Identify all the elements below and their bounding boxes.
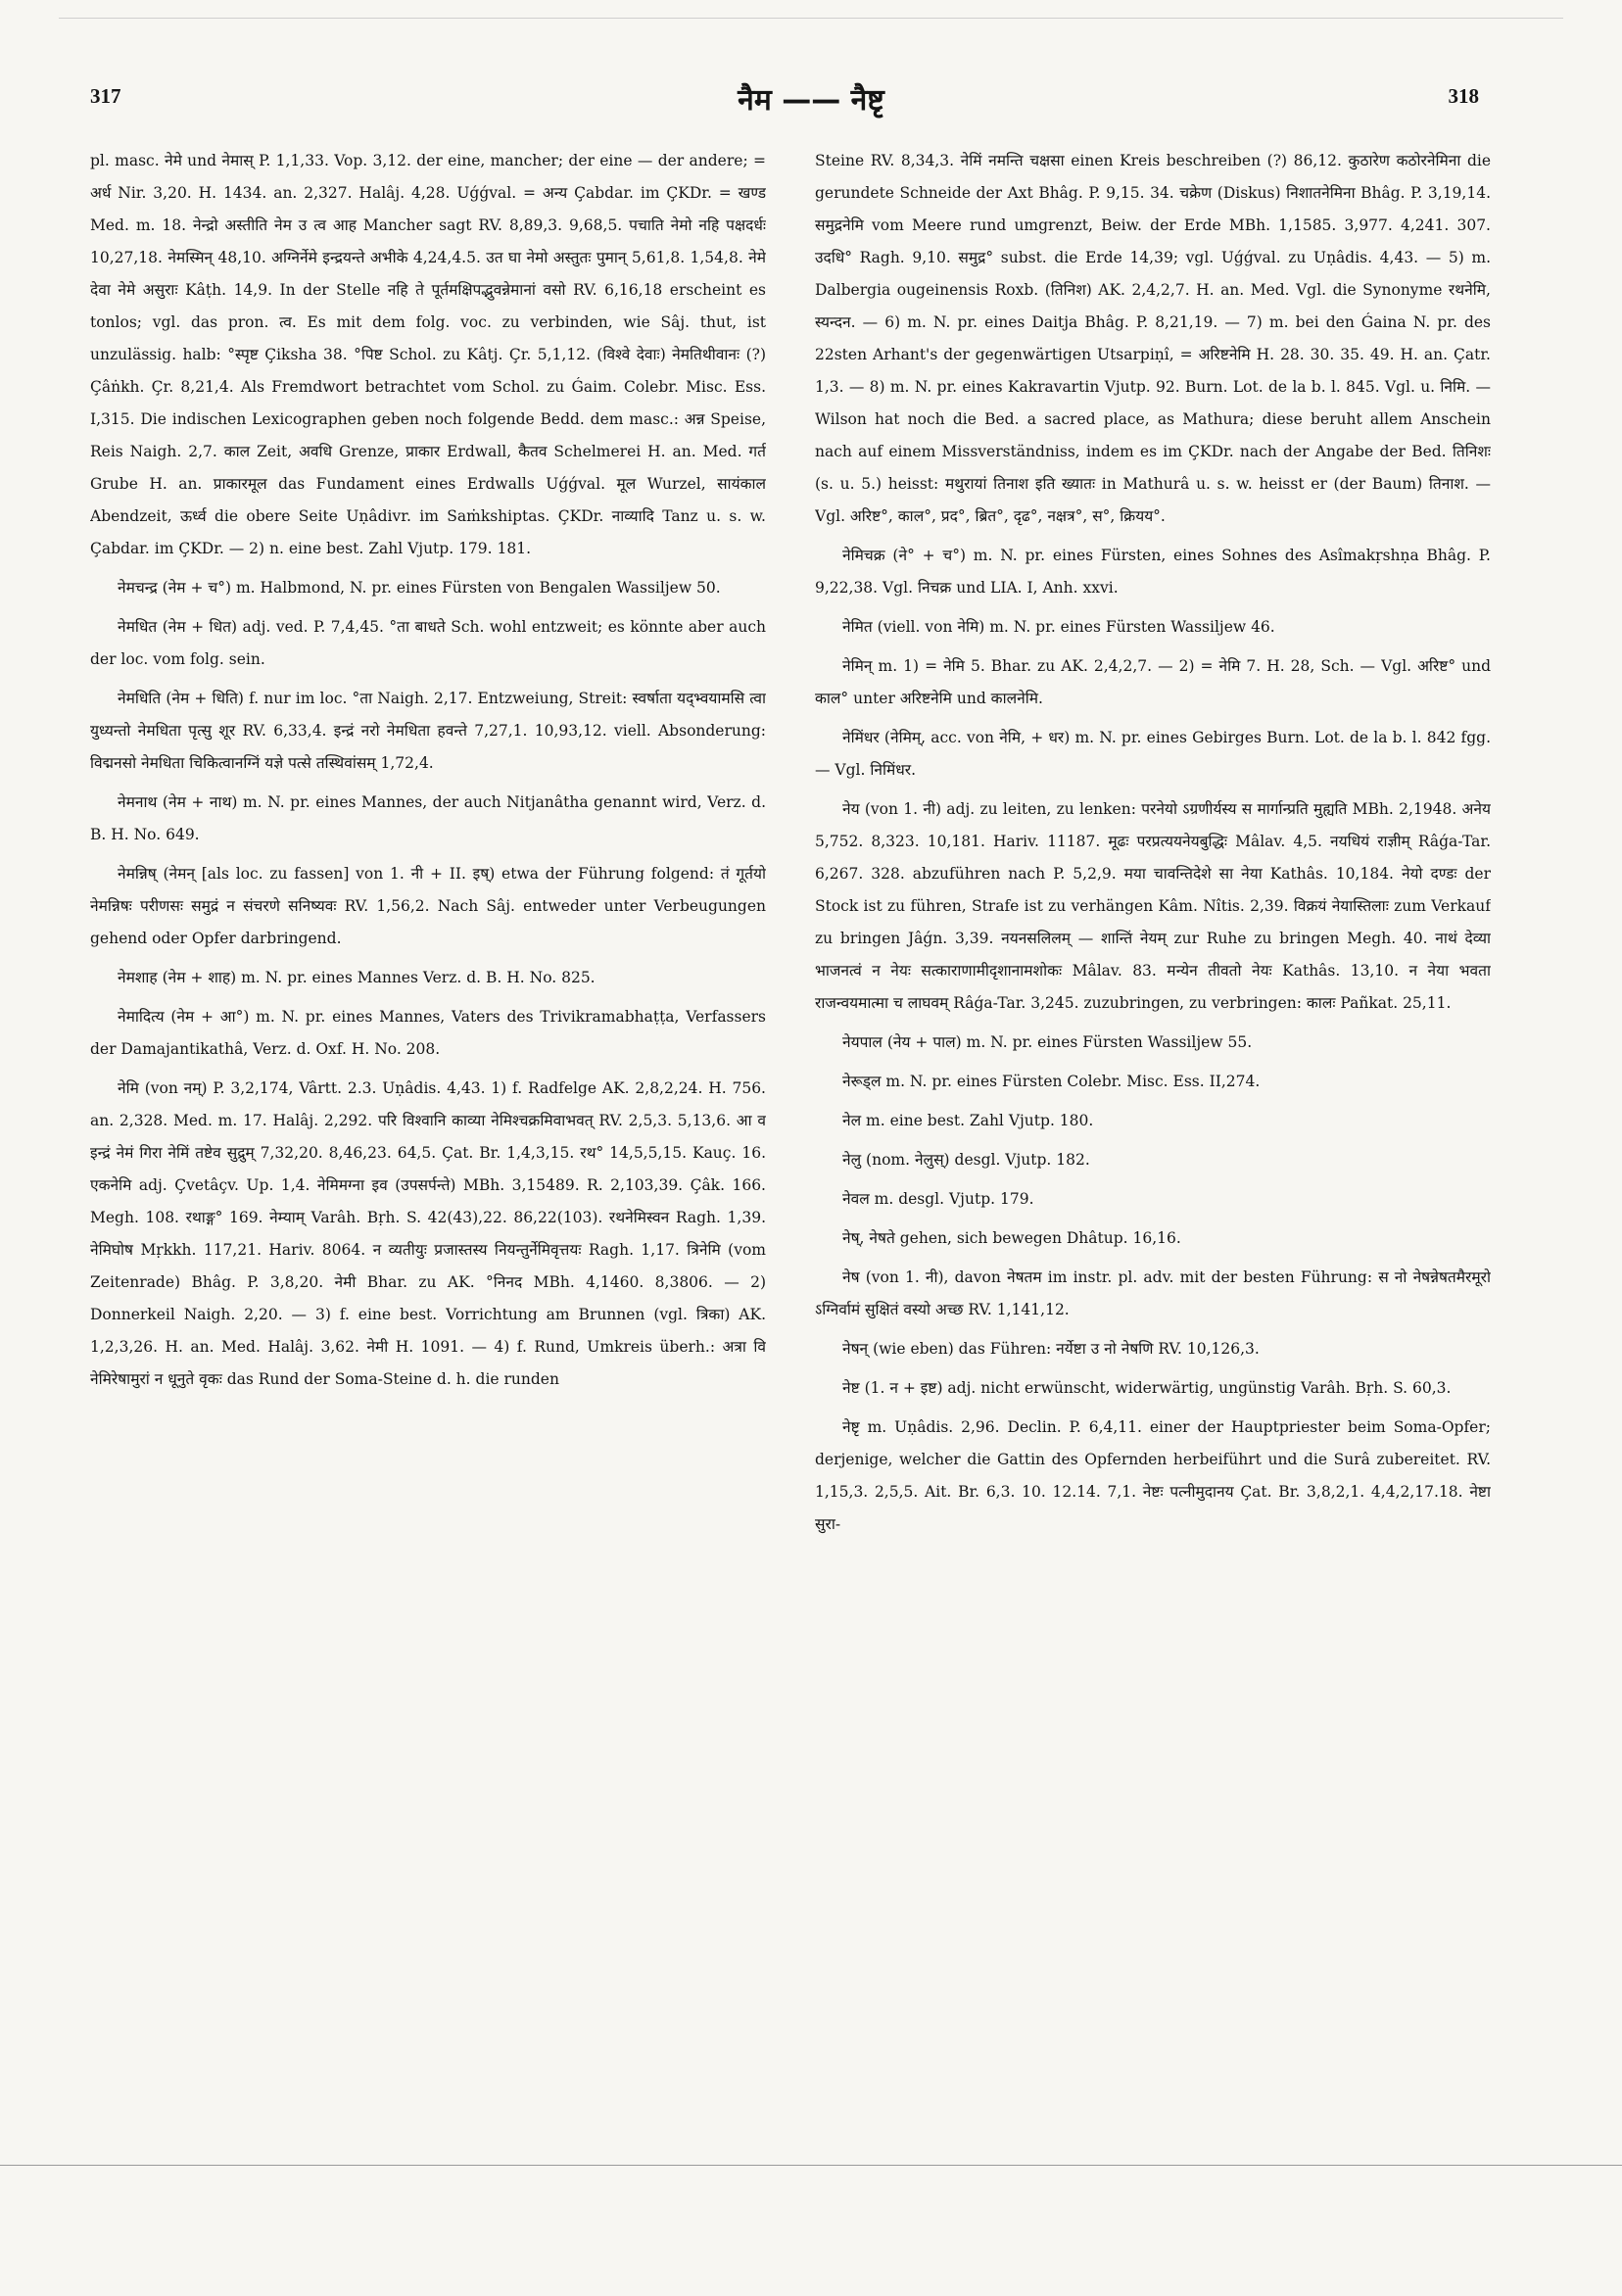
entry-nevala: नेवल m. desgl. Vjutp. 179. (842, 1190, 1034, 1208)
entry-nemanatha: नेमनाथ (नेम + नाथ) m. N. pr. eines Mannes, der auch Nitjanâtha genannt wird, Verz. d. B. H. No. 649. (90, 793, 766, 843)
entry-nemannish: नेमन्निष् (नेमन् [als loc. zu fassen] von 1. नी + II. इष्) etwa der Führung folgend: तं गूर्तयो नेमन्निषः परीणसः समुद्रं न संचरणे सनिष्यवः RV. 1,56,2. Nach Sâj. entweder unter Verbeugungen gehend oder Opfer darbringend. (90, 865, 766, 947)
right-column (815, 145, 1491, 2114)
page-number-left: 317 (90, 84, 121, 108)
entry-neshan: नेषन् (wie eben) das Führen: नर्येष्टा उ नो नेषणि RV. 10,126,3. (842, 1340, 1260, 1358)
bottom-rule (0, 2165, 1622, 2166)
entry-nemicakra: नेमिचक्र (ने° + च°) m. N. pr. eines Fürsten, eines Sohnes des Asîmakṛshṇa Bhâg. P. 9,22,38. Vgl. निचक्र und LIA. I, Anh. xxvi. (815, 547, 1491, 597)
running-title: नैम —— नैष्टृ (738, 83, 884, 118)
entry-nemashaha: नेमशाह (नेम + शाह) m. N. pr. eines Mannes Verz. d. B. H. No. 825. (118, 969, 596, 986)
entry-nemin: नेमिन् m. 1) = नेमि 5. Bhar. zu AK. 2,4,2,7. — 2) = नेमि 7. H. 28, Sch. — Vgl. अरिष्ट° und काल° unter अरिष्टनेमि und कालनेमि. (815, 657, 1491, 707)
entry-nemadhiti: नेमधिति (नेम + धिति) f. nur im loc. °ता Naigh. 2,17. Entzweiung, Streit: स्वर्षाता यद्भ्वयामसि त्वा युध्यन्तो नेमधिता पृत्सु शूर RV. 6,33,4. इन्द्रं नरो नेमधिता हवन्ते 7,27,1. 10,93,12. viell. Absonderung: विद्मनसो नेमधिता चिकित्वानग्निं यज्ञे पत्से तस्थिवांसम् 1,72,4. (90, 690, 766, 772)
entry-nemadhita: नेमधित (नेम + धित) adj. ved. P. 7,4,45. °ता बाधते Sch. wohl entzweit; es könnte aber auch der loc. vom folg. sein. (90, 618, 766, 668)
entry-nela: नेल m. eine best. Zahl Vjutp. 180. (842, 1112, 1094, 1129)
top-scan-edge (59, 18, 1563, 19)
entry-nema-continued: pl. masc. नेमे und नेमास् P. 1,1,33. Vop. 3,12. der eine, mancher; der eine — der andere; = अर्ध Nir. 3,20. H. 1434. an. 2,327. Halâj. 4,28. Uǵǵval. = अन्य Çabdar. im ÇKDr. = खण्ड Med. m. 18. नेन्द्रो अस्तीति नेम उ त्व आह Mancher sagt RV. 8,89,3. 9,68,5. पचाति नेमो नहि पक्षदर्धः 10,27,18. नेमस्मिन् 48,10. अग्निर्नेमे इन्द्रयन्ते अभीके 4,24,4.5. उत घा नेमो अस्तुतः पुमान् 5,61,8. 1,54,8. नेमे देवा नेमे असुराः Kâṭh. 14,9. In der Stelle नहि ते पूर्तमक्षिपद्भुवन्नेमानां वसो RV. 6,16,18 erscheint es tonlos; vgl. das pron. त्व. Es mit dem folg. voc. zu verbinden, wie Sâj. thut, ist unzulässig. halb: °स्पृष्ट Çiksha 38. °पिष्ट Schol. zu Kâtj. Çr. 5,1,12. (विश्वे देवाः) नेमतिथीवानः (?) Çâṅkh. Çr. 8,21,4. Als Fremdwort betrachtet vom Schol. zu Ǵaim. Colebr. Misc. Ess. I,315. Die indischen Lexicographen geben noch folgende Bedd. dem masc.: अन्न Speise, Reis Naigh. 2,7. काल Zeit, अवधि Grenze, प्राकार Erdwall, कैतव Schelmerei H. an. Med. गर्त Grube H. an. प्राकारमूल das Fundament eines Erdwalls Uǵǵval. मूल Wurzel, सायंकाल Abendzeit, ऊर्ध्व die obere Seite Uṇâdivr. im Saṁkshiptas. ÇKDr. नाव्यादि Tanz u. s. w. Çabdar. im ÇKDr. — 2) n. eine best. Zahl Vjutp. 179. 181. (90, 152, 766, 557)
entry-nemacandra: नेमचन्द्र (नेम + च°) m. Halbmond, N. pr. eines Fürsten von Bengalen Wassiljew 50. (118, 579, 721, 597)
entry-nesh: नेष्, नेषते gehen, sich bewegen Dhâtup. 16,16. (842, 1229, 1181, 1247)
entry-nemimdhara: नेमिंधर (नेमिम्, acc. von नेमि, + धर) m. N. pr. eines Gebirges Burn. Lot. de la b. l. 842 fgg. — Vgl. निमिंधर. (815, 729, 1491, 779)
entry-neyapala: नेयपाल (नेय + पाल) m. N. pr. eines Fürsten Wassiljew 55. (842, 1033, 1253, 1051)
entry-neruddla: नेरूड्ल m. N. pr. eines Fürsten Colebr. Misc. Ess. II,274. (842, 1073, 1261, 1090)
entry-nemita: नेमित (viell. von नेमि) m. N. pr. eines Fürsten Wassiljew 46. (842, 618, 1275, 636)
entry-nemi-continued: Steine RV. 8,34,3. नेमिं नमन्ति चक्षसा einen Kreis beschreiben (?) 86,12. कुठारेण कठोरनेमिना die gerundete Schneide der Axt Bhâg. P. 9,15. 34. चक्रेण (Diskus) निशातनेमिना Bhâg. P. 3,19,14. समुद्रनेमि vom Meere rund umgrenzt, Beiw. der Erde MBh. 1,1585. 3,977. 4,241. 307. उदधि° Ragh. 9,10. समुद्र° subst. die Erde 14,39; vgl. Uǵǵval. zu Uṇâdis. 4,43. — 5) m. Dalbergia ougeinensis Roxb. (तिनिश) AK. 2,4,2,7. H. an. Med. Vgl. die Synonyme रथनेमि, स्यन्दन. — 6) m. N. pr. eines Daitja Bhâg. P. 8,21,19. — 7) m. bei den Ǵaina N. pr. des 22sten Arhant's der gegenwärtigen Utsarpiṇî, = अरिष्टनेमि H. 28. 30. 35. 49. H. an. Çatr. 1,3. — 8) m. N. pr. eines Kakravartin Vjutp. 92. Burn. Lot. de la b. l. 845. Vgl. u. निमि. — Wilson hat noch die Bed. a sacred place, as Mathura; diese beruht allem Anschein nach auf einem Missverständniss, indem es im ÇKDr. nach der Angabe der Bed. तिनिशः (s. u. 5.) heisst: मथुरायां तिनाश इति ख्यातः in Mathurâ u. s. w. heisst er (der Baum) तिनाश. — Vgl. अरिष्ट°, काल°, प्रद°, ब्रित°, दृढ°, नक्षत्र°, स°, क्रियय°. (815, 152, 1491, 525)
entry-nemi: नेमि (von नम्) P. 3,2,174, Vârtt. 2.3. Uṇâdis. 4,43. 1) f. Radfelge AK. 2,8,2,24. H. 756. an. 2,328. Med. m. 17. Halâj. 2,292. परि विश्वानि काव्या नेमिश्चक्रमिवाभवत् RV. 2,5,3. 5,13,6. आ व इन्द्रं नेमं गिरा नेमिं तष्टेव सुद्रुम् 7,32,20. 8,46,23. 64,5. Çat. Br. 1,4,3,15. रथ° 14,5,5,15. Kauç. 16. एकनेमि adj. Çvetâçv. Up. 1,4. नेमिमग्ना इव (उपसर्पन्ते) MBh. 3,15489. R. 2,103,39. Çâk. 166. Megh. 108. रथाङ्ग° 169. नेम्याम् Varâh. Bṛh. S. 42(43),22. 86,22(103). रथनेमिस्वन Ragh. 1,39. नेमिघोष Mṛkkh. 117,21. Hariv. 8064. न व्यतीयुः प्रजास्तस्य नियन्तुर्नेमिवृत्तयः Ragh. 1,17. त्रिनेमि (vom Zeitenrade) Bhâg. P. 3,8,20. नेमी Bhar. zu AK. °निनद MBh. 4,1460. 8,3806. — 2) Donnerkeil Naigh. 2,20. — 3) f. eine best. Vorrichtung am Brunnen (vgl. त्रिका) AK. 1,2,3,26. H. an. Med. Halâj. 3,62. नेमी H. 1091. — 4) f. Rund, Umkreis überh.: अत्रा वि नेमिरेषामुरां न धूनुते वृकः das Rund der Soma-Steine d. h. die runden (90, 1079, 766, 1388)
page-header (0, 84, 1622, 123)
entry-neshta: नेष्ट (1. न + इष्ट) adj. nicht erwünscht, widerwärtig, ungünstig Varâh. Bṛh. S. 60,3. (842, 1379, 1452, 1397)
entry-nesha: नेष (von 1. नी), davon नेषतम im instr. pl. adv. mit der besten Führung: स नो नेषन्नेषतमैरमूरो ऽग्निर्वामं सुक्षितं वस्यो अच्छ RV. 1,141,12. (815, 1268, 1491, 1318)
page-number-right: 318 (1448, 84, 1479, 108)
left-column (90, 145, 766, 2114)
entry-neshtr: नेष्टृ m. Uṇâdis. 2,96. Declin. P. 6,4,11. einer der Hauptpriester beim Soma-Opfer; derjenige, welcher die Gattin des Opfernden herbeiführt und die Surâ zubereitet. RV. 1,15,3. 2,5,5. Ait. Br. 6,3. 10. 12.14. 7,1. नेष्टः पत्नीमुदानय Çat. Br. 3,8,2,1. 4,4,2,17.18. नेष्टा सुरा- (815, 1418, 1491, 1533)
entry-nemaditya: नेमादित्य (नेम + आ°) m. N. pr. eines Mannes, Vaters des Trivikramabhaṭṭa, Verfassers der Damajantikathâ, Verz. d. Oxf. H. No. 208. (90, 1008, 766, 1058)
entry-neya: नेय (von 1. नी) adj. zu leiten, zu lenken: परनेयो ऽग्रणीर्यस्य स मार्गान्प्रति मुह्यति MBh. 2,1948. अनेय 5,752. 8,323. 10,181. Hariv. 11187. मूढः परप्रत्ययनेयबुद्धिः Mâlav. 4,5. नयधियं राज्ञीम् Râǵa-Tar. 6,267. 328. abzuführen nach P. 5,2,9. मया चावन्तिदेशे सा नेया Kathâs. 10,184. नेयो दण्डः der Stock ist zu führen, Strafe ist zu verhängen Kâm. Nîtis. 2,39. विक्रयं नेयास्तिलाः zum Verkauf zu bringen Jâǵn. 3,39. नयनसलिलम् — शान्तिं नेयम् zur Ruhe zu bringen Megh. 40. नाथं देव्या भाजनत्वं न नेयः सत्काराणामीदृशानामशोकः Mâlav. 83. मन्येन तीवतो नेयः Kathâs. 13,10. न नेया भवता राजन्वयमात्मा च लाघवम् Râǵa-Tar. 3,245. zuzubringen, zu verbringen: कालः Pañkat. 25,11. (815, 800, 1491, 1012)
entry-nelu: नेलु (nom. नेलुस्) desgl. Vjutp. 182. (842, 1151, 1090, 1169)
